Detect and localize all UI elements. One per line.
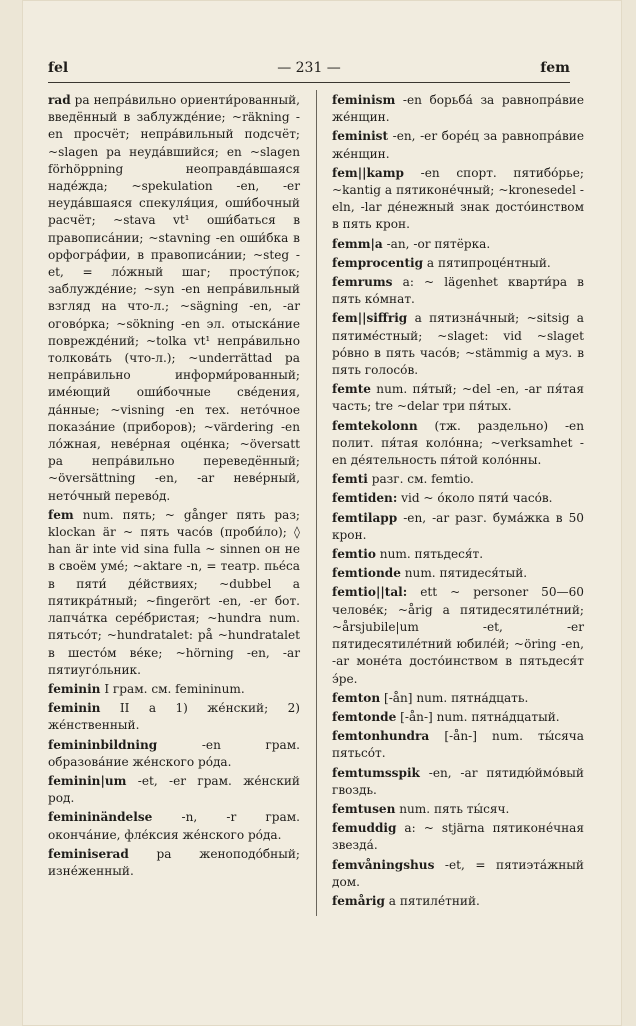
headword: fem||siffrig — [332, 311, 408, 326]
headword: femårig — [332, 893, 385, 908]
entry — [332, 310, 584, 379]
headword: fem||kamp — [332, 165, 404, 180]
entry — [332, 820, 584, 854]
entry-text: (тж. раздельно) -en полит. пя́тая коло́нна; ~verksamhet -en де́ятельность пя́той коло́нны. — [332, 418, 584, 468]
entry — [332, 490, 584, 507]
page-number: — 231 — — [277, 60, 341, 76]
entry-text: I грам. см. femininum. — [100, 681, 245, 696]
entry-text: -en, -ar пятидю́ймо́вый гвоздь. — [332, 765, 584, 797]
headword: femprocentig — [332, 255, 424, 270]
entry — [332, 165, 584, 234]
entry-text: a пятизна́чный; ~sitsig a пятиме́стный; ~slaget: vid ~slaget ро́вно в пять часо́в; ~stämmig a муз. в пять голосо́в. — [332, 311, 584, 378]
entry-text: -et, -er грам. же́нский род. — [48, 773, 300, 806]
entry — [332, 765, 584, 799]
entry — [48, 809, 300, 843]
headword: femtio — [332, 547, 376, 562]
entry-text: a: ~ lägenhet кварти́ра в пять ко́мнат. — [332, 275, 584, 307]
headword: femtekolonn — [332, 418, 418, 433]
entry — [332, 128, 584, 162]
entry — [332, 546, 584, 563]
headword: femtio||tal: — [332, 585, 408, 600]
headword: femrums — [332, 275, 393, 290]
entry — [48, 92, 300, 505]
entry — [48, 507, 300, 679]
entry — [332, 690, 584, 707]
entry — [332, 728, 584, 762]
entry — [332, 255, 584, 272]
entry — [332, 418, 584, 470]
entry-text: -en, -ar разг. бума́жка в 50 крон. — [332, 510, 584, 542]
entry-text: II a 1) же́нский; 2) же́нственный. — [48, 701, 300, 733]
entry — [48, 846, 300, 880]
headword: femton — [332, 690, 381, 705]
entry-text: num. пятьдеся́т. — [375, 547, 484, 562]
headword: femtumsspik — [332, 765, 420, 780]
entry — [48, 700, 300, 734]
header-rule — [48, 82, 570, 83]
headword: femtonde — [332, 709, 397, 724]
left-column — [48, 92, 300, 882]
entry — [332, 857, 584, 891]
entry — [48, 681, 300, 698]
entry-text: [-ån] num. пятна́дцать. — [380, 690, 529, 705]
entry-text: pa непра́вильно ориенти́рованный, введённый в заблужде́ние; ~räkning -en просчёт; непра́вильный подсчёт; ~slagen pa неуда́вшийся; en ~slagen förhöppning неоправда́вшаяся наде́жда; ~spekulation -en, -er неуда́вшаяся спекуля́ция, оши́бочный расчёт; ~stava vt¹ оши́баться в правописа́нии; ~stavning -en оши́бка в орфогра́фии, в правописа́нии; ~steg -et, = ло́жный шаг; просту́пок; заблужде́ние; ~syn -en непра́вильный взгляд на что-л.; ~sägning -en, -ar огово́рка; ~sökning -en эл. отыска́ние поврежде́ний; ~tolka vt¹ непра́вильно толкова́ть (что-л.); ~underrättad pa непра́вильно информи́рованный; име́ющий оши́бочные све́дения, да́нные; ~visning -en тех. нето́чное показа́ние (приборов); ~värdering -en ло́жная, неве́рная оце́нка; ~översatt pa непра́вильно переведённый; ~översättning -en, -ar неве́рный, нето́чный перево́д. — [48, 93, 300, 503]
entry — [332, 236, 584, 253]
entry-text: num. пятидеся́тый. — [400, 566, 528, 581]
entry — [332, 274, 584, 308]
headword: femtiden: — [332, 491, 398, 506]
headword: femuddig — [332, 821, 397, 836]
entry — [48, 773, 300, 807]
headword: feminist — [332, 129, 389, 144]
headword: femte — [332, 382, 371, 397]
headword: femti — [332, 472, 368, 487]
entry — [332, 709, 584, 726]
headword: feminin — [48, 701, 101, 716]
entry-text: a: ~ stjärna пятиконе́чная звезда́. — [332, 821, 584, 853]
entry — [332, 381, 584, 415]
entry — [332, 584, 584, 687]
entry-text: -en, -er боре́ц за равнопра́вие же́нщин. — [332, 129, 584, 161]
entry-text: vid ~ о́коло пяти́ часо́в. — [397, 491, 553, 506]
entry-text: -an, -or пятёрка. — [382, 236, 491, 251]
headword: feminin — [48, 681, 101, 696]
entry-text: [-ån-] num. ты́сяча пятьсо́т. — [332, 729, 584, 761]
entry-text: num. пять ты́сяч. — [395, 801, 510, 816]
entry-text: -en грам. образова́ние же́нского ро́да. — [48, 737, 300, 769]
entry-text: -en спорт. пятибо́рье; ~kantig a пятиконе́чный; ~kronesedel -eln, -lar де́нежный знак досто́инством в пять крон. — [332, 165, 584, 232]
entry-text: [-ån-] num. пятна́дцатый. — [396, 709, 560, 724]
column-divider — [316, 90, 317, 916]
right-column — [332, 92, 584, 912]
entry — [332, 893, 584, 910]
headword: feminism — [332, 93, 396, 107]
headword: femtilapp — [332, 510, 398, 525]
page-header — [48, 58, 570, 80]
entry — [332, 801, 584, 818]
entry-text: разг. см. femtio. — [367, 472, 474, 487]
headword: femtusen — [332, 801, 396, 816]
running-head-right: fem — [540, 60, 570, 76]
headword: fem — [48, 507, 74, 522]
entry-text: -en борьба́ за равнопра́вие же́нщин. — [332, 93, 584, 125]
headword: rad — [48, 93, 71, 107]
entry-text: -et, = пятиэта́жный дом. — [332, 857, 584, 889]
entry-text: -n, -r грам. оконча́ние, фле́ксия же́нского ро́да. — [48, 810, 300, 842]
entry-text: pa женоподо́бный; изне́женный. — [48, 846, 300, 878]
headword: femvåningshus — [332, 857, 435, 872]
entry-text: a пятипроце́нтный. — [423, 255, 551, 270]
headword: femm|a — [332, 236, 383, 251]
entry — [332, 92, 584, 126]
headword: femtionde — [332, 566, 401, 581]
entry-text: num. пять; ~ gånger пять раз; klockan är ~ пять часо́в (проби́ло); ◊ han är inte vid sina fulla ~ sinnen он не в своём уме́; ~aktare -n, = театр. пье́са в пяти́ де́йствиях; ~dubbel a пятикра́тный; ~fingerört -en, -er бот. лапча́тка сере́бристая; ~hundra num. пятьсо́т; ~hundratalet: på ~hundratalet в шесто́м ве́ке; ~hörning -en, -ar пятиуго́льник. — [48, 507, 300, 677]
entry-text: num. пя́тый; ~del -en, -ar пя́тая часть; tre ~delar три пя́тых. — [332, 382, 584, 414]
headword: femininbildning — [48, 737, 158, 752]
headword: femininändelse — [48, 810, 153, 825]
entry — [332, 510, 584, 544]
entry — [48, 737, 300, 771]
entry — [332, 565, 584, 582]
headword: feminiserad — [48, 846, 129, 861]
headword: femtonhundra — [332, 729, 430, 744]
running-head-left: fel — [48, 60, 69, 76]
headword: feminin|um — [48, 773, 127, 788]
entry-text: ett ~ personer 50—60 челове́к; ~årig a пятидесятиле́тний; ~årsjubile|um -et, -er пятидесятиле́тний юбиле́й; ~öring -en, -ar моне́та досто́инством в пятьдеся́т э́ре. — [332, 585, 584, 686]
entry — [332, 471, 584, 488]
entry-text: a пятиле́тний. — [384, 893, 480, 908]
